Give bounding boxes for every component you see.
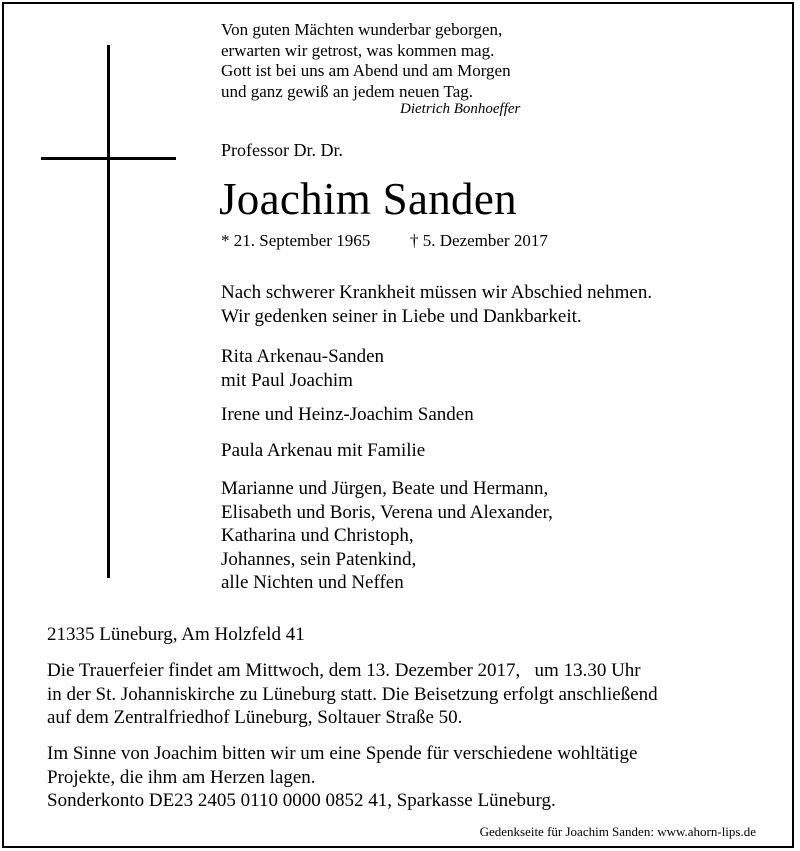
- donation-line: Sonderkonto DE23 2405 0110 0000 0852 41, Sparkasse Lüneburg.: [47, 790, 556, 811]
- funeral-info: [47, 659, 756, 730]
- mourner-group: [221, 477, 553, 595]
- message-line: Nach schwerer Krankheit müssen wir Abschied nehmen.: [221, 282, 653, 303]
- mourner-line: Marianne und Jürgen, Beate und Hermann,: [221, 478, 549, 499]
- donation-line: Im Sinne von Joachim bitten wir um eine Spende für verschiedene wohltätige: [47, 743, 638, 764]
- birth-date: * 21. September 1965: [221, 231, 371, 250]
- funeral-line: auf dem Zentralfriedhof Lüneburg, Soltauer Straße 50.: [47, 707, 463, 728]
- mourner-group: [221, 345, 384, 392]
- memorial-page-link[interactable]: Gedenkseite für Joachim Sanden: www.ahorn-lips.de: [479, 824, 756, 839]
- poem-line: Von guten Mächten wunderbar geborgen,: [221, 20, 503, 39]
- mourner-line: alle Nichten und Neffen: [221, 572, 404, 593]
- poem-line: erwarten wir getrost, was kommen mag.: [221, 40, 495, 60]
- mourner-line: mit Paul Joachim: [221, 369, 353, 391]
- farewell-message: [221, 281, 652, 328]
- address: 21335 Lüneburg, Am Holzfeld 41: [47, 624, 305, 645]
- deceased-name: Joachim Sanden: [219, 174, 517, 224]
- donation-info: [47, 742, 756, 813]
- mourner-group: [221, 403, 474, 427]
- funeral-line: Die Trauerfeier findet am Mittwoch, dem 13. Dezember 2017, um 13.30 Uhr: [47, 660, 641, 681]
- mourner-line: Irene und Heinz-Joachim Sanden: [221, 404, 474, 425]
- mourner-line: Paula Arkenau mit Familie: [221, 440, 426, 461]
- donation-line: Projekte, die ihm am Herzen lagen.: [47, 766, 316, 788]
- mourner-line: Elisabeth und Boris, Verena und Alexander,: [221, 501, 553, 523]
- death-date: † 5. Dezember 2017: [410, 231, 548, 250]
- cross-icon: [107, 45, 110, 578]
- poem-author: Dietrich Bonhoeffer: [400, 101, 521, 117]
- message-line: Wir gedenken seiner in Liebe und Dankbarkeit.: [221, 305, 582, 327]
- funeral-line: in der St. Johanniskirche zu Lüneburg statt. Die Beisetzung erfolgt anschließend: [47, 683, 658, 705]
- mourner-line: Rita Arkenau-Sanden: [221, 346, 385, 367]
- mourner-line: Johannes, sein Patenkind,: [221, 548, 417, 570]
- cross-icon-bar: [41, 157, 176, 160]
- poem-line: und ganz gewiß an jedem neuen Tag.: [221, 81, 473, 101]
- poem-line: Gott ist bei uns am Abend und am Morgen: [221, 61, 511, 80]
- poem: [221, 20, 511, 102]
- academic-title: Professor Dr. Dr.: [221, 140, 343, 160]
- mourner-group: [221, 439, 425, 463]
- mourner-line: Katharina und Christoph,: [221, 525, 414, 546]
